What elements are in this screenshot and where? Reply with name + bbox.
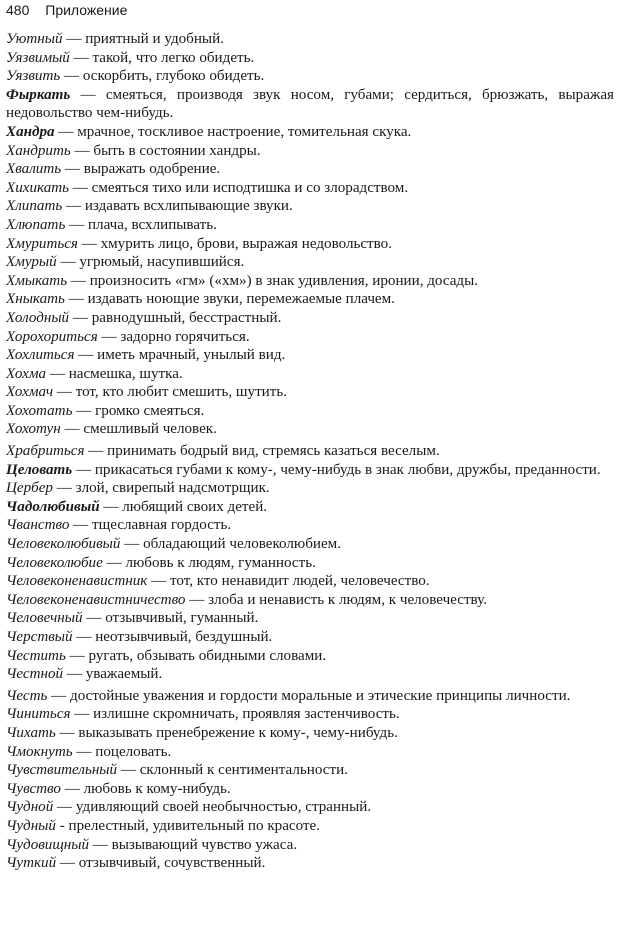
entry-term: Хмыкать bbox=[6, 272, 68, 289]
glossary-entry bbox=[6, 197, 614, 216]
page-number: 480 bbox=[6, 2, 30, 18]
glossary-entry bbox=[6, 272, 614, 291]
glossary-entry bbox=[6, 290, 614, 309]
entry-definition: — смеяться, производя звук носом, губами; сердиться, брюзжать, выражая недовольство чем-нибудь. bbox=[6, 86, 614, 122]
entry-term: Хохлиться bbox=[6, 347, 75, 364]
entry-definition: — громко смеяться. bbox=[72, 402, 205, 419]
entry-term: Цербер bbox=[6, 480, 53, 497]
entry-definition: — такой, что легко обидеть. bbox=[69, 49, 255, 66]
entry-definition: — оскорбить, глубоко обидеть. bbox=[60, 68, 265, 85]
entry-term: Хохма bbox=[6, 365, 47, 382]
entry-term: Хныкать bbox=[6, 291, 65, 308]
entry-definition: — приятный и удобный. bbox=[62, 31, 224, 47]
entry-definition: — излишне скромничать, проявляя застенчивость. bbox=[70, 706, 400, 723]
entry-definition: — вызывающий чувство ужаса. bbox=[89, 836, 298, 853]
entry-term: Хохмач bbox=[6, 384, 54, 401]
glossary-entry bbox=[6, 609, 614, 628]
entry-definition: — хмурить лицо, брови, выражая недовольство. bbox=[77, 235, 392, 252]
glossary-entry bbox=[6, 665, 614, 684]
glossary-entry bbox=[6, 365, 614, 384]
entry-term: Чувство bbox=[6, 780, 61, 797]
glossary-entry bbox=[6, 535, 614, 554]
glossary-entry bbox=[6, 516, 614, 535]
entry-definition: — любящий своих детей. bbox=[99, 498, 268, 515]
entry-definition: - прелестный, удивительный по красоте. bbox=[55, 817, 321, 834]
glossary-entry bbox=[6, 420, 614, 439]
entry-definition: — издавать всхлипывающие звуки. bbox=[62, 198, 293, 215]
entry-term: Хандрить bbox=[6, 142, 71, 159]
glossary-entry bbox=[6, 498, 614, 517]
entry-definition: — задорно горячиться. bbox=[97, 328, 250, 345]
entry-term: Чудный bbox=[6, 817, 56, 834]
entry-term: Уязвимый bbox=[6, 49, 70, 66]
entry-term: Фыркать bbox=[6, 86, 71, 103]
entry-term: Уютный bbox=[6, 31, 63, 47]
entry-definition: — тот, кто ненавидит людей, человечество. bbox=[147, 573, 430, 590]
entry-definition: — быть в состоянии хандры. bbox=[70, 142, 261, 159]
entry-definition: — обладающий человеколюбием. bbox=[120, 536, 341, 553]
glossary-entry bbox=[6, 628, 614, 647]
entry-term: Холодный bbox=[6, 309, 70, 326]
entry-definition: — поцеловать. bbox=[72, 743, 172, 760]
glossary-list bbox=[6, 30, 614, 873]
glossary-entry bbox=[6, 253, 614, 272]
entry-term: Уязвить bbox=[6, 68, 61, 85]
glossary-entry bbox=[6, 123, 614, 142]
entry-definition: — мрачное, тоскливое настроение, томительная скука. bbox=[54, 123, 412, 140]
entry-definition: — отзывчивый, сочувственный. bbox=[56, 855, 266, 872]
entry-definition: — принимать бодрый вид, стремясь казаться веселым. bbox=[84, 443, 440, 460]
glossary-entry bbox=[6, 554, 614, 573]
entry-definition: — смеяться тихо или исподтишка и со злорадством. bbox=[69, 179, 409, 196]
entry-term: Честить bbox=[6, 647, 66, 664]
entry-term: Хлипать bbox=[6, 198, 63, 215]
entry-definition: — плача, всхлипывать. bbox=[65, 216, 217, 233]
entry-definition: — прикасаться губами к кому-, чему-нибудь в знак любви, дружбы, преданности. bbox=[72, 461, 601, 478]
entry-term: Храбриться bbox=[6, 443, 85, 460]
entry-term: Чихать bbox=[6, 724, 56, 741]
glossary-entry bbox=[6, 591, 614, 610]
glossary-entry bbox=[6, 461, 614, 480]
glossary-entry bbox=[6, 216, 614, 235]
entry-term: Человеконенавистник bbox=[6, 573, 148, 590]
entry-term: Честной bbox=[6, 666, 64, 683]
glossary-entry bbox=[6, 743, 614, 762]
entry-definition: — злоба и ненависть к людям, к человечеству. bbox=[185, 591, 487, 608]
glossary-entry bbox=[6, 142, 614, 161]
entry-definition: — равнодушный, бесстрастный. bbox=[69, 309, 282, 326]
entry-definition: — угрюмый, насупившийся. bbox=[56, 254, 245, 271]
entry-definition: — иметь мрачный, унылый вид. bbox=[74, 347, 286, 364]
glossary-entry bbox=[6, 854, 614, 873]
entry-definition: — удивляющий своей необычностью, странный. bbox=[53, 799, 372, 816]
entry-term: Хмурый bbox=[6, 254, 57, 271]
entry-term: Хихикать bbox=[6, 179, 70, 196]
glossary-entry bbox=[6, 402, 614, 421]
entry-definition: — достойные уважения и гордости моральные и этические принципы личности. bbox=[47, 687, 571, 704]
entry-term: Целовать bbox=[6, 461, 73, 478]
entry-definition: — злой, свирепый надсмотрщик. bbox=[52, 480, 270, 497]
glossary-entry bbox=[6, 383, 614, 402]
glossary-entry bbox=[6, 687, 614, 706]
glossary-entry bbox=[6, 86, 614, 123]
entry-term: Хандра bbox=[6, 123, 55, 140]
glossary-entry bbox=[6, 798, 614, 817]
entry-term: Человеколюбивый bbox=[6, 536, 121, 553]
glossary-entry bbox=[6, 328, 614, 347]
entry-term: Чувствительный bbox=[6, 762, 118, 779]
entry-term: Хвалить bbox=[6, 161, 62, 178]
entry-definition: — неотзывчивый, бездушный. bbox=[72, 629, 273, 645]
entry-definition: — выказывать пренебрежение к кому-, чему-нибудь. bbox=[55, 724, 398, 741]
entry-definition: — издавать ноющие звуки, перемежаемые плачем. bbox=[64, 291, 395, 308]
glossary-entry bbox=[6, 836, 614, 855]
entry-term: Хорохориться bbox=[6, 328, 98, 345]
glossary-entry bbox=[6, 30, 614, 49]
entry-term: Чуткий bbox=[6, 855, 57, 872]
entry-term: Честь bbox=[6, 687, 48, 704]
entry-definition: — любовь к кому-нибудь. bbox=[60, 780, 231, 797]
entry-term: Хмуриться bbox=[6, 235, 78, 252]
glossary-entry bbox=[6, 780, 614, 799]
glossary-entry bbox=[6, 309, 614, 328]
entry-definition: — склонный к сентиментальности. bbox=[117, 762, 348, 779]
entry-term: Чиниться bbox=[6, 706, 71, 723]
entry-term: Хлюпать bbox=[6, 216, 66, 233]
entry-term: Чванство bbox=[6, 517, 70, 534]
entry-term: Хохотун bbox=[6, 421, 61, 438]
entry-definition: — произносить «гм» («хм») в знак удивления, иронии, досады. bbox=[67, 272, 479, 289]
glossary-entry bbox=[6, 160, 614, 179]
glossary-entry bbox=[6, 179, 614, 198]
glossary-entry bbox=[6, 479, 614, 498]
glossary-entry bbox=[6, 647, 614, 666]
glossary-entry bbox=[6, 761, 614, 780]
entry-term: Чудовищный bbox=[6, 836, 89, 853]
glossary-entry bbox=[6, 705, 614, 724]
entry-definition: — уважаемый. bbox=[63, 666, 163, 683]
entry-term: Черствый bbox=[6, 629, 73, 645]
entry-definition: — любовь к людям, гуманность. bbox=[102, 554, 316, 571]
page-header bbox=[6, 0, 127, 22]
glossary-entry bbox=[6, 235, 614, 254]
glossary-entry bbox=[6, 67, 614, 86]
entry-term: Чудной bbox=[6, 799, 54, 816]
entry-definition: — тот, кто любит смешить, шутить. bbox=[53, 384, 287, 401]
glossary-entry bbox=[6, 817, 614, 836]
entry-term: Чмокнуть bbox=[6, 743, 73, 760]
glossary-entry bbox=[6, 572, 614, 591]
entry-definition: — отзывчивый, гуманный. bbox=[82, 610, 259, 627]
entry-term: Человечный bbox=[6, 610, 83, 627]
entry-definition: — насмешка, шутка. bbox=[46, 365, 183, 382]
glossary-entry bbox=[6, 346, 614, 365]
entry-definition: — тщеславная гордость. bbox=[69, 517, 232, 534]
entry-definition: — выражать одобрение. bbox=[61, 161, 221, 178]
entry-definition: — смешливый человек. bbox=[60, 421, 217, 438]
glossary-entry bbox=[6, 442, 614, 461]
entry-term: Чадолюбивый bbox=[6, 498, 100, 515]
entry-term: Человеколюбие bbox=[6, 554, 103, 571]
entry-definition: — ругать, обзывать обидными словами. bbox=[65, 647, 327, 664]
entry-term: Хохотать bbox=[6, 402, 73, 419]
glossary-entry bbox=[6, 724, 614, 743]
section-title: Приложение bbox=[45, 2, 128, 18]
glossary-entry bbox=[6, 49, 614, 68]
entry-term: Человеконенавистничество bbox=[6, 591, 186, 608]
